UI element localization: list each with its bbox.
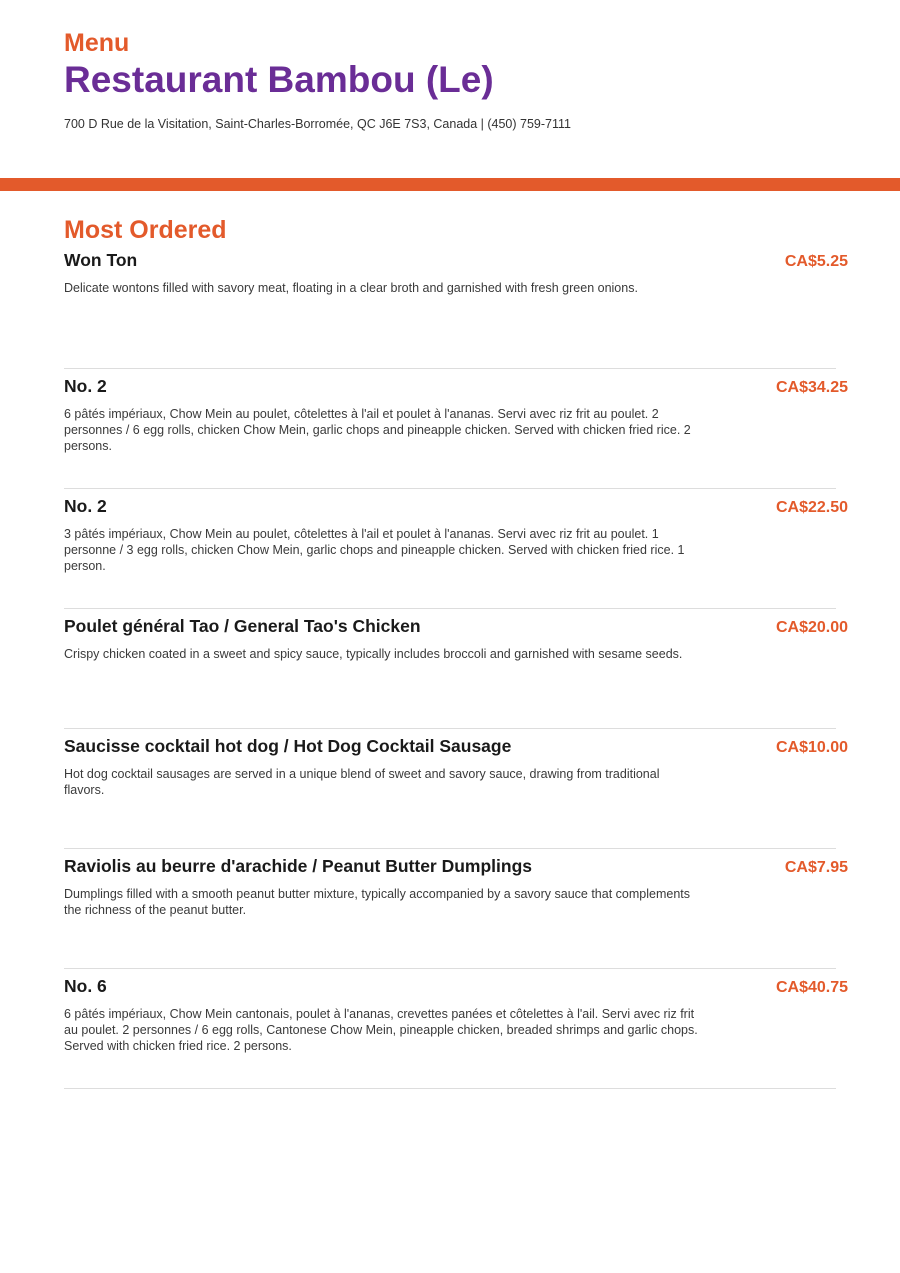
menu-item-header: [64, 489, 848, 519]
restaurant-name: Restaurant Bambou (Le): [64, 59, 494, 100]
menu-item-description: Dumplings filled with a smooth peanut butter mixture, typically accompanied by a savory sauce that complements the richness of the peanut butter.: [64, 887, 690, 917]
menu-item: [64, 369, 848, 489]
menu-item: [64, 969, 848, 1089]
menu-item-price: CA$22.50: [775, 499, 848, 516]
header-divider-bar: [0, 178, 900, 191]
menu-item-description: 6 pâtés impériaux, Chow Mein au poulet, côtelettes à l'ail et poulet à l'ananas. Servi avec riz frit au poulet. 2 personnes / 6 egg rolls, chicken Chow Mein, garlic chops and pineapple chicken. Served with chicken fried rice. 2 persons.: [64, 407, 691, 453]
menu-item: [64, 489, 848, 609]
menu-item-price: CA$20.00: [775, 619, 848, 636]
menu-item-price: CA$10.00: [775, 739, 848, 756]
menu-item-name: Won Ton: [64, 250, 138, 270]
menu-item-price: CA$40.75: [775, 979, 848, 996]
menu-item-name: No. 2: [64, 496, 107, 516]
menu-item-description: 3 pâtés impériaux, Chow Mein au poulet, côtelettes à l'ail et poulet à l'ananas. Servi avec riz frit au poulet. 1 personne / 3 egg rolls, chicken Chow Mein, garlic chops and pineapple chicken. Served with chicken fried rice. 1 person.: [64, 527, 685, 573]
menu-item-header: [64, 969, 848, 999]
menu-item-price: CA$7.95: [784, 859, 848, 876]
menu-item: [64, 609, 848, 729]
most-ordered-section: [64, 215, 848, 1089]
menu-item: [64, 249, 848, 369]
menu-label: Menu: [64, 29, 130, 57]
menu-item-list: [64, 249, 848, 1089]
menu-item-header: [64, 729, 848, 759]
menu-item-name: No. 2: [64, 376, 107, 396]
menu-item-price: CA$34.25: [775, 379, 848, 396]
menu-item-header: [64, 609, 848, 639]
menu-item-header: [64, 849, 848, 879]
menu-item-description: 6 pâtés impériaux, Chow Mein cantonais, poulet à l'ananas, crevettes panées et côtelettes à l'ail. Servi avec riz frit au poulet. 2 personnes / 6 egg rolls, Cantonese Chow Mein, pineapple chicken, breaded shrimps and garlic chops. Served with chicken fried rice. 2 persons.: [64, 1007, 698, 1053]
menu-item-description: Delicate wontons filled with savory meat, floating in a clear broth and garnished with fresh green onions.: [64, 281, 638, 295]
menu-item-name: No. 6: [64, 976, 107, 996]
menu-item-description: Crispy chicken coated in a sweet and spicy sauce, typically includes broccoli and garnished with sesame seeds.: [64, 647, 683, 661]
menu-item-header: [64, 369, 848, 399]
menu-header: [64, 28, 844, 132]
menu-item-divider: [64, 1088, 836, 1089]
menu-item-name: Poulet général Tao / General Tao's Chicken: [64, 616, 421, 636]
menu-item-name: Saucisse cocktail hot dog / Hot Dog Cocktail Sausage: [64, 736, 512, 756]
menu-item-description: Hot dog cocktail sausages are served in a unique blend of sweet and savory sauce, drawing from traditional flavors.: [64, 767, 660, 797]
menu-item-price: CA$5.25: [784, 253, 848, 270]
menu-item-name: Raviolis au beurre d'arachide / Peanut Butter Dumplings: [64, 856, 533, 876]
menu-item: [64, 849, 848, 969]
section-title: Most Ordered: [64, 216, 227, 244]
restaurant-address: 700 D Rue de la Visitation, Saint-Charles-Borromée, QC J6E 7S3, Canada | (450) 759-7111: [64, 117, 571, 131]
menu-item-header: [64, 249, 848, 273]
menu-item: [64, 729, 848, 849]
